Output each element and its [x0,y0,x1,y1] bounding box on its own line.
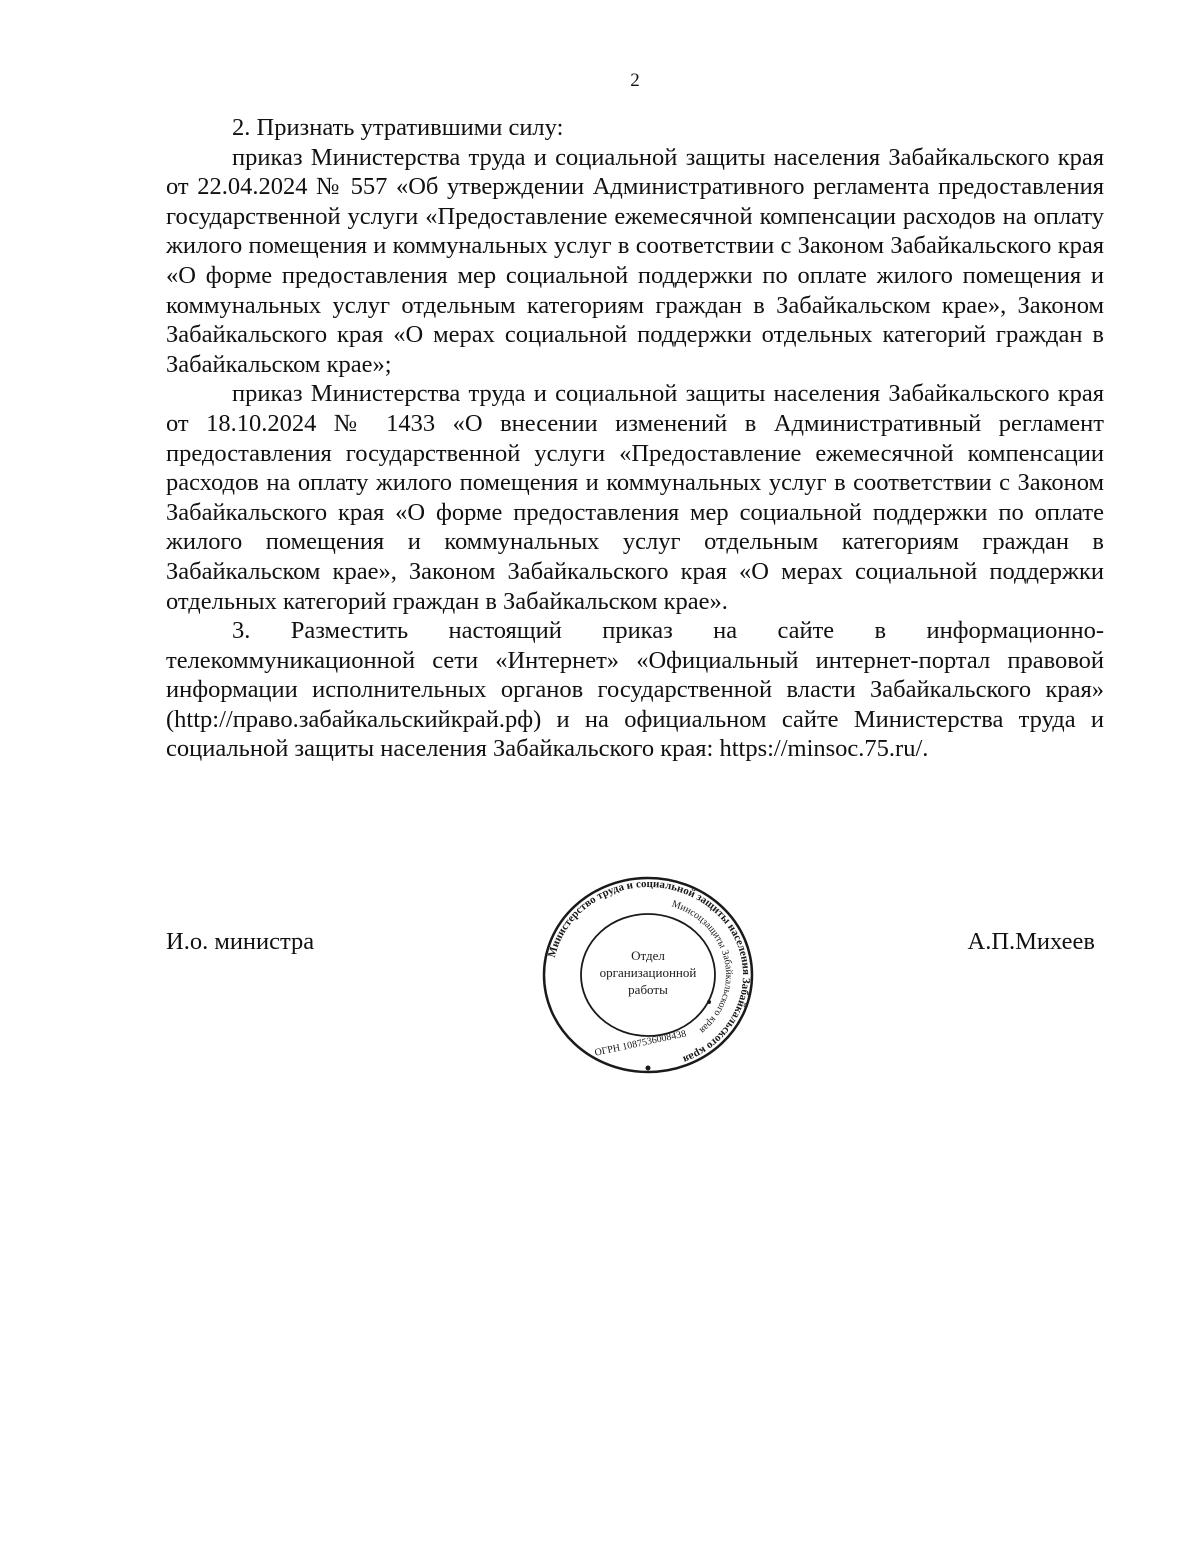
document-body [166,113,1104,764]
paragraph-repealed-order-557: приказ Министерства труда и социальной защиты населения Забайкальского края от 22.04.2024 № 557 «Об утверждении Административного регламента предоставления государственной услуги «Предоставление ежемесячной компенсации расходов на оплату жилого помещения и коммунальных услуг в соответствии с Законом Забайкальского края «О форме предоставления мер социальной поддержки по оплате жилого помещения и коммунальных услуг отдельным категориям граждан в Забайкальском крае», Законом Забайкальского края «О мерах социальной поддержки отдельных категорий граждан в Забайкальском крае»; [166,143,1104,378]
stamp-dot-icon [707,1000,711,1004]
stamp-outer-text: Министерство труда и социальной защиты населения Забайкальского края [545,877,753,1066]
paragraph-item-2-heading: 2. Признать утратившими силу: [232,114,564,141]
stamp-center-line-2: организационной [599,965,697,980]
stamp-ogrn: ОГРН 1087536008438 [593,1028,688,1059]
signatory-position: И.о. министра [166,928,315,955]
stamp-inner-ring-text: Минсоцзащиты Забайкальского края [670,898,735,1036]
stamp-center-line-1: Отдел [631,948,665,963]
page-number: 2 [630,70,640,91]
stamp-dot-icon [646,1066,651,1071]
stamp-center-line-3: работы [628,982,668,997]
paragraph-item-3-publication: 3. Разместить настоящий приказ на сайте в информационно-телекоммуникационной сети «Интернет» «Официальный интернет-портал правовой информации исполнительных органов государственной власти Забайкальского края» (http://право.забайкальскийкрай.рф) и на официальном сайте Министерства труда и социальной защиты населения Забайкальского края: https://minsoc.75.ru/. [166,617,1104,763]
official-stamp [533,868,763,1078]
paragraph-repealed-order-1433: приказ Министерства труда и социальной защиты населения Забайкальского края от 18.10.2024 № 1433 «О внесении изменений в Административный регламент предоставления государственной услуги «Предоставление ежемесячной компенсации расходов на оплату жилого помещения и коммунальных услуг в соответствии с Законом Забайкальского края «О форме предоставления мер социальной поддержки по оплате жилого помещения и коммунальных услуг отдельным категориям граждан в Забайкальском крае», Законом Забайкальского края «О мерах социальной поддержки отдельных категорий граждан в Забайкальском крае». [166,380,1104,615]
signatory-name: А.П.Михеев [967,928,1095,955]
